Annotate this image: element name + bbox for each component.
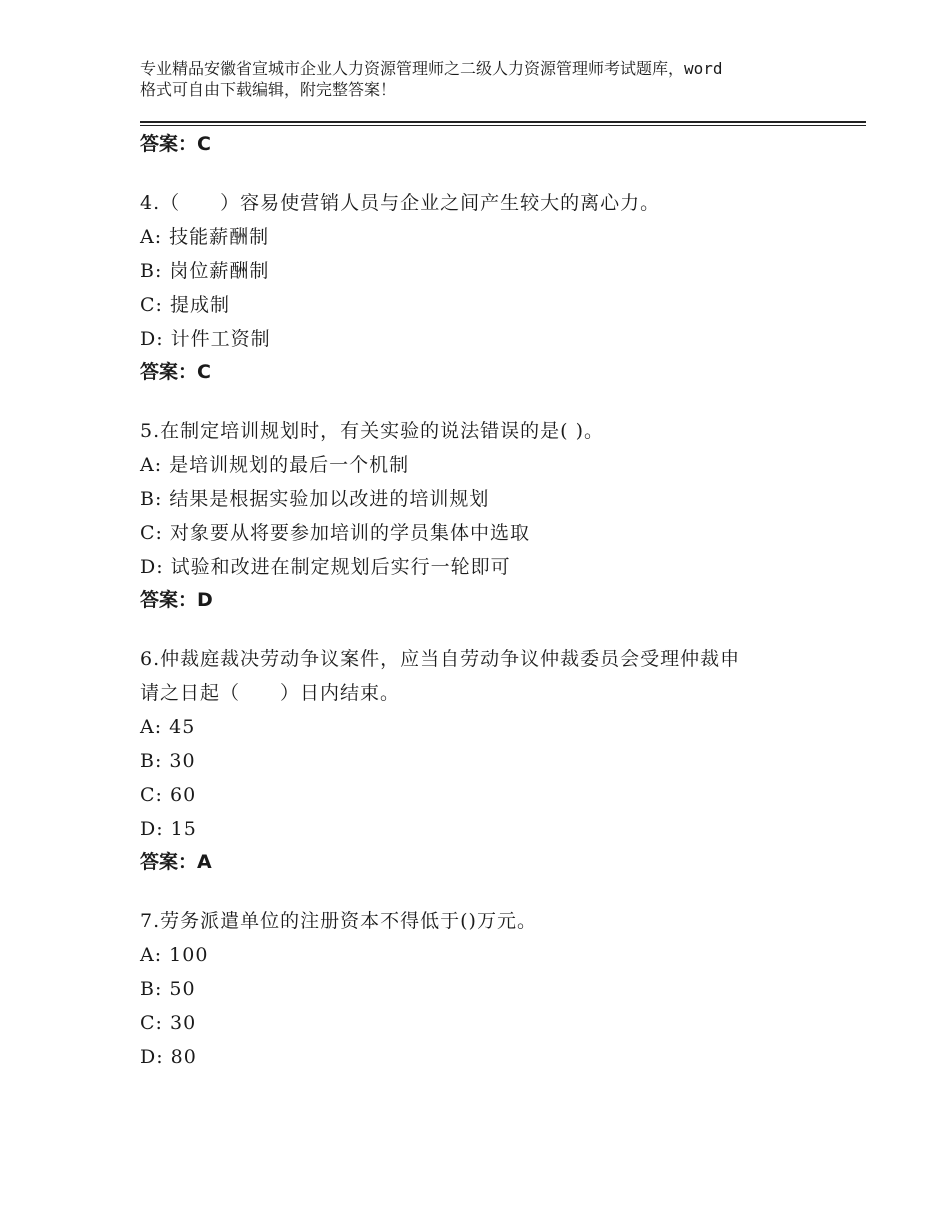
header-divider-thick — [140, 121, 866, 123]
option-b: B: 50 — [140, 978, 196, 1000]
header-line-2: 格式可自由下载编辑，附完整答案！ — [140, 80, 397, 99]
option-d: D: 15 — [140, 818, 197, 840]
option-a: A: 技能薪酬制 — [140, 226, 270, 248]
option-c: C: 60 — [140, 784, 197, 806]
document-header — [140, 58, 830, 100]
question-text: 5.在制定培训规划时，有关实验的说法错误的是( )。 — [140, 420, 604, 442]
header-line-1: 专业精品安徽省宣城市企业人力资源管理师之二级人力资源管理师考试题库，word — [140, 59, 723, 78]
option-c: C: 提成制 — [140, 294, 230, 316]
question-list — [140, 128, 840, 1074]
header-divider-thin — [140, 125, 866, 126]
option-a: A: 45 — [140, 716, 196, 738]
question-text-line-2: 请之日起（ ）日内结束。 — [140, 682, 401, 704]
question-5 — [140, 414, 840, 616]
question-text-line-1: 6.仲裁庭裁决劳动争议案件，应当自劳动争议仲裁委员会受理仲裁申 — [140, 648, 741, 670]
option-c: C: 对象要从将要参加培训的学员集体中选取 — [140, 522, 530, 544]
question-6 — [140, 642, 840, 878]
previous-answer: 答案：C — [140, 133, 211, 155]
option-d: D: 计件工资制 — [140, 328, 271, 350]
answer: 答案：C — [140, 361, 211, 383]
option-d: D: 试验和改进在制定规划后实行一轮即可 — [140, 556, 511, 578]
option-c: C: 30 — [140, 1012, 197, 1034]
option-b: B: 30 — [140, 750, 196, 772]
answer: 答案：A — [140, 851, 212, 873]
answer: 答案：D — [140, 589, 213, 611]
option-a: A: 是培训规划的最后一个机制 — [140, 454, 410, 476]
option-b: B: 岗位薪酬制 — [140, 260, 270, 282]
option-b: B: 结果是根据实验加以改进的培训规划 — [140, 488, 490, 510]
question-text: 7.劳务派遣单位的注册资本不得低于()万元。 — [140, 910, 537, 932]
option-d: D: 80 — [140, 1046, 197, 1068]
question-7 — [140, 904, 840, 1074]
question-4 — [140, 186, 840, 388]
question-text: 4.（ ）容易使营销人员与企业之间产生较大的离心力。 — [140, 192, 661, 214]
option-a: A: 100 — [140, 944, 209, 966]
